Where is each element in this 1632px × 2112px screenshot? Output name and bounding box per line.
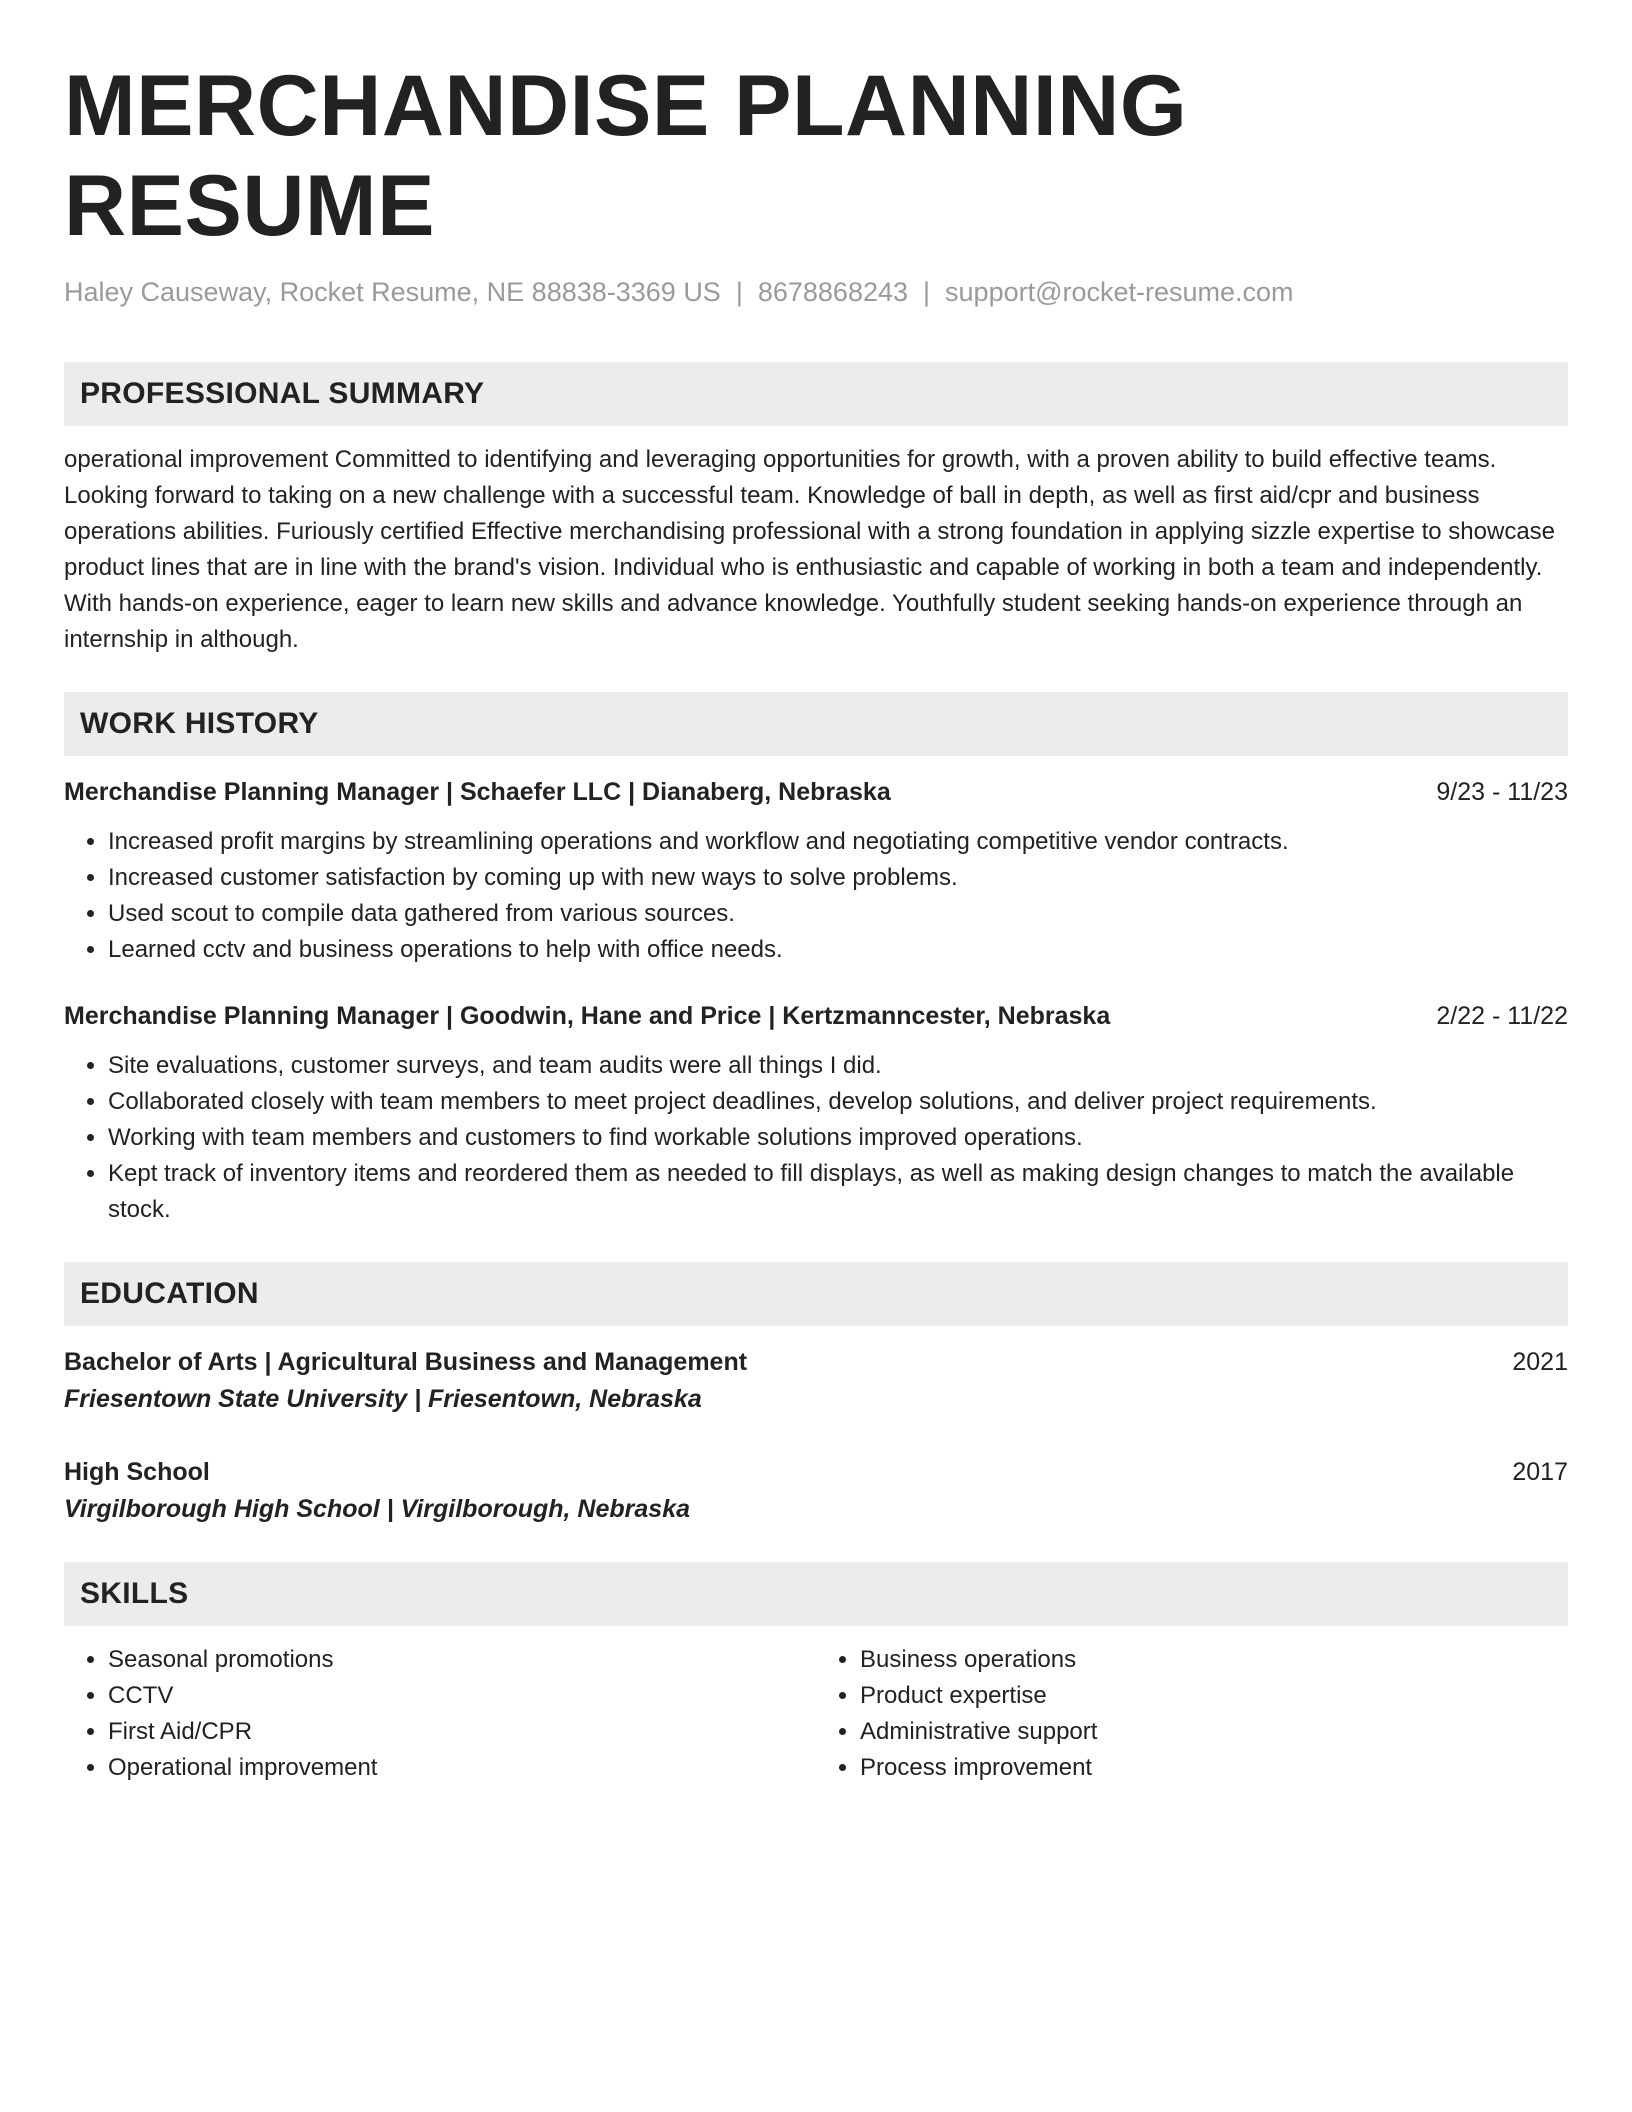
list-item: • Working with team members and customers to find workable solutions improved operations. (108, 1120, 1568, 1156)
contact-separator: | (735, 277, 743, 307)
list-item: • Site evaluations, customer surveys, and team audits were all things I did. (108, 1048, 1568, 1084)
skill-item: • Process improvement (860, 1750, 1568, 1786)
job-title: Merchandise Planning Manager | Goodwin, Hane and Price | Kertzmanncester, Nebraska (64, 1002, 1111, 1030)
skill-item: • CCTV (108, 1678, 816, 1714)
skill-item: • First Aid/CPR (108, 1714, 816, 1750)
education-school: Virgilborough High School | Virgilborough, Nebraska (64, 1495, 691, 1523)
contact-separator: | (923, 277, 931, 307)
skill-item: • Seasonal promotions (108, 1642, 816, 1678)
education-entry (64, 1454, 1568, 1528)
summary-text: operational improvement Committed to identifying and leveraging opportunities for growth, with a proven ability to build effective teams. Looking forward to taking on a new challenge with a successful team. Knowledge of ball in depth, as well as first aid/cpr and business operations abilities. Furiously certified Effective merchandising professional with a strong foundation in applying sizzle expertise to showcase product lines that are in line with the brand's vision. Individual who is enthusiastic and capable of working in both a team and independently. With hands-on experience, eager to learn new skills and advance knowledge. Youthfully student seeking hands-on experience through an internship in although. (64, 446, 1556, 653)
job-title: Merchandise Planning Manager | Schaefer LLC | Dianaberg, Nebraska (64, 778, 891, 806)
job-bullets (64, 824, 1568, 968)
list-item: • Kept track of inventory items and reordered them as needed to fill displays, as well as making design changes to match the available stock. (108, 1156, 1568, 1228)
job-dates: 9/23 - 11/23 (1436, 778, 1568, 806)
education-year: 2017 (1512, 1458, 1568, 1486)
skills-list (64, 1642, 1568, 1786)
list-item: • Collaborated closely with team members to meet project deadlines, develop solutions, and deliver project requirements. (108, 1084, 1568, 1120)
list-item: • Learned cctv and business operations to help with office needs. (108, 932, 1568, 968)
education-year: 2021 (1512, 1348, 1568, 1376)
education-heading: EDUCATION (64, 1262, 1568, 1326)
skills-heading: SKILLS (64, 1562, 1568, 1626)
skill-item: • Administrative support (860, 1714, 1568, 1750)
job-bullets (64, 1048, 1568, 1228)
education-school: Friesentown State University | Friesentown, Nebraska (64, 1385, 702, 1413)
list-item: • Increased customer satisfaction by coming up with new ways to solve problems. (108, 860, 1568, 896)
resume-title: MERCHANDISE PLANNING RESUME (64, 58, 1188, 254)
education-entry (64, 1344, 1568, 1418)
summary-heading: PROFESSIONAL SUMMARY (64, 362, 1568, 426)
education-degree: Bachelor of Arts | Agricultural Business and Management (64, 1348, 748, 1376)
contact-email: support@rocket-resume.com (945, 277, 1294, 307)
job-entry (64, 998, 1568, 1228)
contact-line (64, 274, 1568, 310)
skills-column-right (816, 1642, 1568, 1786)
work-history-heading: WORK HISTORY (64, 692, 1568, 756)
list-item: • Increased profit margins by streamlining operations and workflow and negotiating competitive vendor contracts. (108, 824, 1568, 860)
job-dates: 2/22 - 11/22 (1436, 1002, 1568, 1030)
skill-item: • Product expertise (860, 1678, 1568, 1714)
list-item: • Used scout to compile data gathered from various sources. (108, 896, 1568, 932)
skills-column-left (64, 1642, 816, 1786)
contact-phone: 8678868243 (757, 277, 909, 307)
education-degree: High School (64, 1458, 210, 1486)
contact-address: Haley Causeway, Rocket Resume, NE 88838-3369 US (64, 277, 721, 307)
skill-item: • Operational improvement (108, 1750, 816, 1786)
skill-item: • Business operations (860, 1642, 1568, 1678)
job-entry (64, 774, 1568, 968)
